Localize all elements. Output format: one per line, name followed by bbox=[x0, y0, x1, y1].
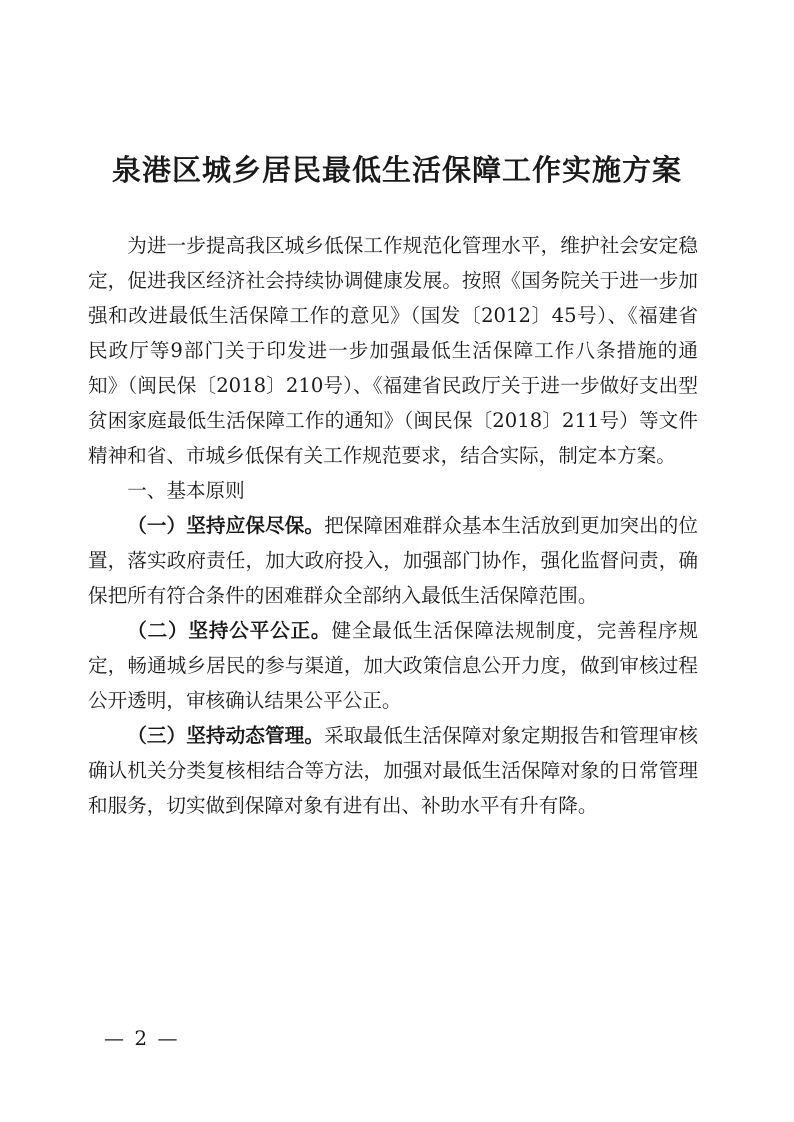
principle-lead-3: （三）坚持动态管理。 bbox=[127, 724, 325, 747]
principle-paragraph-3 bbox=[88, 718, 698, 823]
principle-lead-1: （一）坚持应保尽保。 bbox=[127, 514, 325, 537]
principle-paragraph-1 bbox=[88, 508, 698, 613]
document-body bbox=[88, 228, 698, 823]
principle-paragraph-2 bbox=[88, 613, 698, 718]
principle-text-2: 健全最低生活保障法规制度，完善程序规定，畅通城乡居民的参与渠道，加大政策信息公开力度，做到审核过程公开透明，审核确认结果公平公正。 bbox=[88, 619, 699, 712]
intro-paragraph: 为进一步提高我区城乡低保工作规范化管理水平，维护社会安定稳定，促进我区经济社会持续协调健康发展。按照《国务院关于进一步加强和改进最低生活保障工作的意见》（国发〔2012〕45号）、《福建省民政厅等9部门关于印发进一步加强最低生活保障工作八条措施的通知》（闽民保〔2018〕210号）、《福建省民政厅关于进一步做好支出型贫困家庭最低生活保障工作的通知》（闽民保〔2018〕211号）等文件精神和省、市城乡低保有关工作规范要求，结合实际，制定本方案。 bbox=[88, 234, 698, 467]
principle-text-3: 采取最低生活保障对象定期报告和管理审核确认机关分类复核相结合等方法，加强对最低生活保障对象的日常管理和服务，切实做到保障对象有进有出、补助水平有升有降。 bbox=[88, 724, 699, 817]
section-heading: 一、基本原则 bbox=[127, 479, 245, 502]
page-number: — 2 — bbox=[104, 1026, 180, 1050]
document-title: 泉港区城乡居民最低生活保障工作实施方案 bbox=[111, 153, 682, 187]
principle-text-1: 把保障困难群众基本生活放到更加突出的位置，落实政府责任，加大政府投入，加强部门协作，强化监督问责，确保把所有符合条件的困难群众全部纳入最低生活保障范围。 bbox=[88, 514, 699, 607]
principle-lead-2: （二）坚持公平公正。 bbox=[127, 619, 332, 642]
